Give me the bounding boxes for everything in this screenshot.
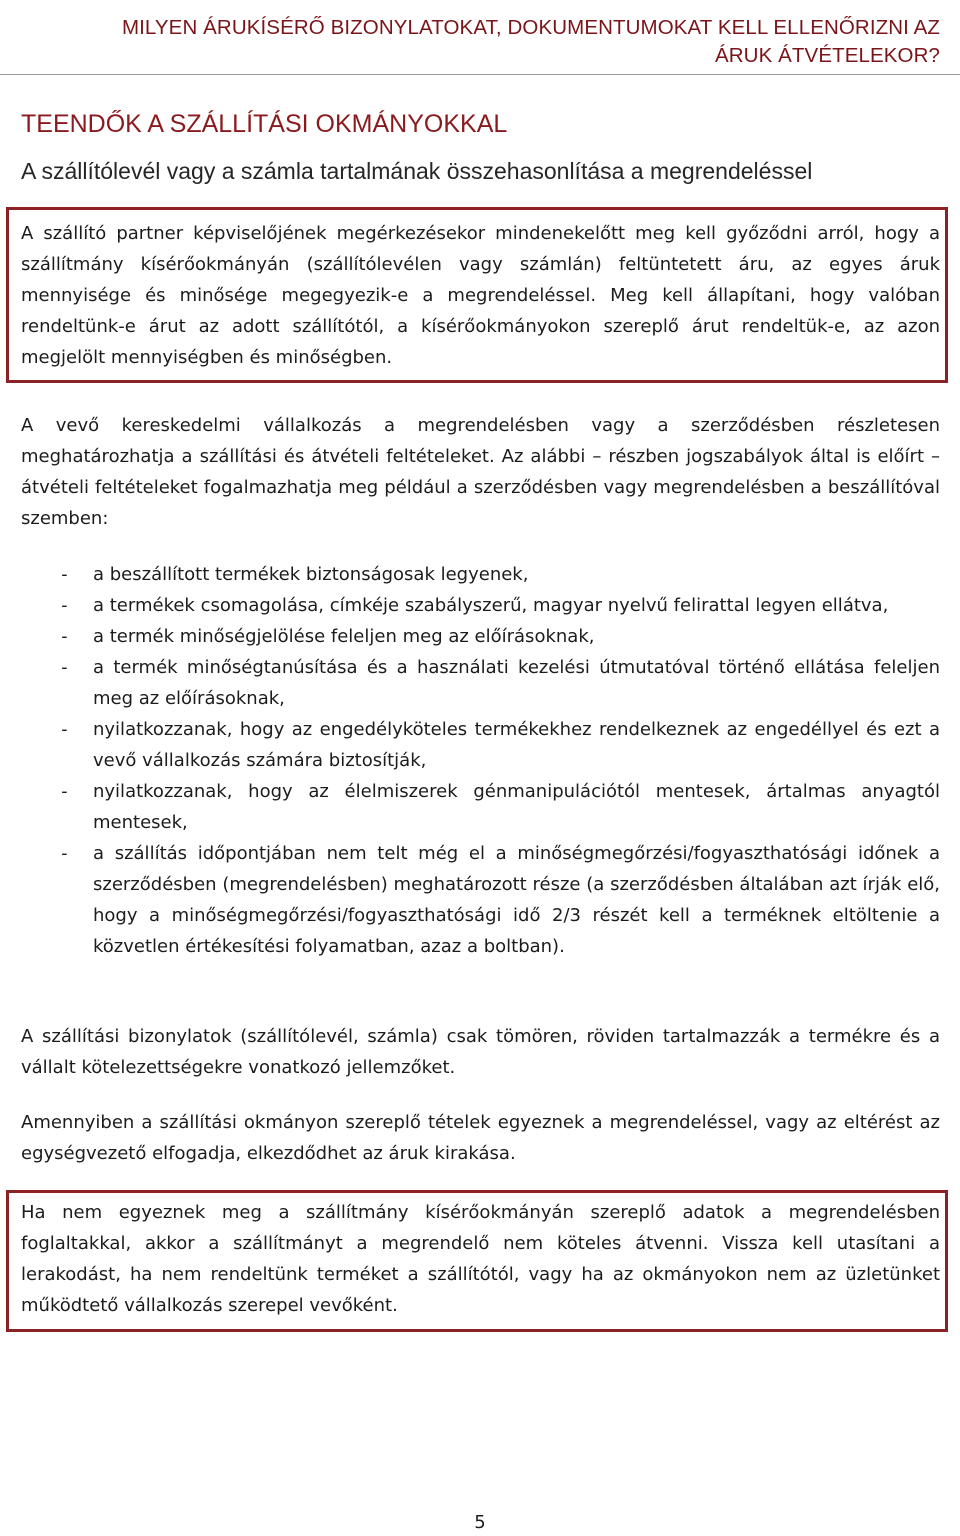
list-item [0, 621, 940, 652]
section-title: TEENDŐK A SZÁLLÍTÁSI OKMÁNYOKKAL [21, 110, 508, 138]
list-item [0, 838, 940, 962]
page-number: 5 [474, 1512, 486, 1533]
list-item [0, 590, 940, 621]
header-divider [0, 74, 960, 75]
list-item-text: a szállítás időpontjában nem telt még el a minőségmegőrzési/fogyaszthatósági időnek a szerződésben (megrendelésben) meghatározott része (a szerződésben általában azt írják elő, hogy a minőségmegőrzési/fogyaszthatósági idő 2/3 részét kell a terméknek eltöltenie a közvetlen értékesítési folyamatban, azaz a boltban). [93, 843, 940, 957]
bullet-dash: - [59, 626, 70, 647]
bullet-dash: - [59, 781, 70, 802]
section-subtitle: A szállítólevél vagy a számla tartalmának összehasonlítása a megrendeléssel [21, 158, 813, 184]
list-item-text: a termék minőségjelölése feleljen meg az előírásoknak, [93, 626, 595, 647]
paragraph-bizonylatok: A szállítási bizonylatok (szállítólevél, számla) csak tömören, röviden tartalmazzák a termékre és a vállalt kötelezettségekre vonatkozó jellemzőket. [21, 1026, 940, 1078]
bullet-dash: - [59, 657, 70, 678]
list-item-text: nyilatkozzanak, hogy az élelmiszerek génmanipulációtól mentesek, ártalmas anyagtól mentesek, [93, 781, 940, 833]
running-header-title: MILYEN ÁRUKÍSÉRŐ BIZONYLATOKAT, DOKUMENTUMOKAT KELL ELLENŐRIZNI AZ ÁRUK ÁTVÉTELEKOR? [121, 16, 940, 67]
list-item [0, 559, 940, 590]
list-item [0, 652, 940, 714]
boxed-paragraph-1: A szállító partner képviselőjének megérkezésekor mindenekelőtt meg kell győződni arról, hogy a szállítmány kísérőokmányán (szállítólevélen vagy számlán) feltüntetett áru, az egyes áruk mennyisége és minősége megegyezik-e a megrendeléssel. Meg kell állapítani, hogy valóban rendeltünk-e árut az adott szállítótól, a kísérőokmányokon szereplő árut rendeltük-e, az azon megjelölt mennyiségben és minőségben. [21, 223, 940, 368]
list-item-text: a beszállított termékek biztonságosak legyenek, [93, 564, 529, 585]
list-item [0, 776, 940, 838]
boxed-paragraph-2: Ha nem egyeznek meg a szállítmány kísérőokmányán szereplő adatok a megrendelésben foglaltakkal, akkor a szállítmányt a megrendelő nem köteles átvenni. Vissza kell utasítani a lerakodást, ha nem rendeltünk terméket a szállítótól, vagy ha az okmányokon nem az üzletünket működtető vállalkozás szerepel vevőként. [21, 1202, 940, 1316]
bullet-dash: - [59, 564, 70, 585]
list-item [0, 714, 940, 776]
paragraph-amennyiben: Amennyiben a szállítási okmányon szereplő tételek egyeznek a megrendeléssel, vagy az eltérést az egységvezető elfogadja, elkezdődhet az áruk kirakása. [21, 1112, 940, 1164]
bullet-dash: - [59, 719, 70, 740]
paragraph-vevo: A vevő kereskedelmi vállalkozás a megrendelésben vagy a szerződésben részletesen meghatározhatja a szállítási és átvételi feltételeket. Az alábbi – részben jogszabályok által is előírt – átvételi feltételeket fogalmazhatja meg például a szerződésben vagy megrendelésben a beszállítóval szemben: [21, 415, 940, 529]
list-item-text: a termékek csomagolása, címkéje szabályszerű, magyar nyelvű felirattal legyen ellátva, [93, 595, 889, 616]
bullet-dash: - [59, 843, 70, 864]
list-item-text: a termék minőségtanúsítása és a használati kezelési útmutatóval történő ellátása feleljen meg az előírásoknak, [93, 657, 940, 709]
bullet-dash: - [59, 595, 70, 616]
conditions-list [0, 559, 960, 962]
list-item-text: nyilatkozzanak, hogy az engedélyköteles termékekhez rendelkeznek az engedéllyel és ezt a vevő vállalkozás számára biztosítják, [93, 719, 940, 771]
